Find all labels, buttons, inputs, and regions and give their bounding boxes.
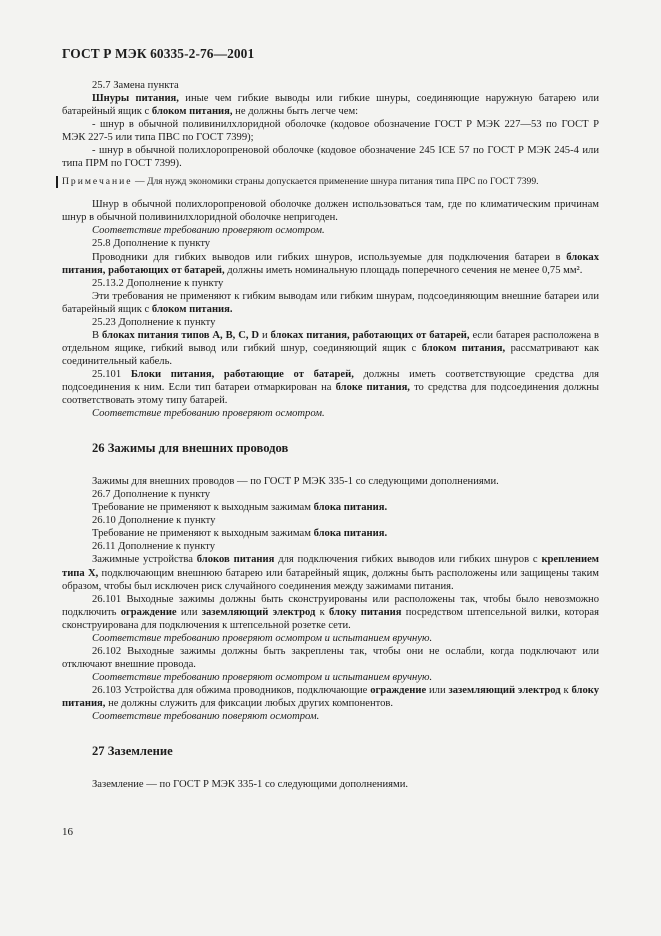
paragraph: В блоках питания типов А, В, С, D и блоках питания, работающих от батарей, если батарея расположена в отдельном ящике, гибкий вывод или гибкий шнур, соединяющий ящик с блоком питания, рассматривают как соединительный кабель.	[62, 329, 600, 367]
document-body	[62, 79, 599, 791]
list-item: - шнур в обычной поливинилхлоридной оболочке (кодовое обозначение ГОСТ Р МЭК 227—53 по ГОСТ Р МЭК 227-5 или типа ПВС по ГОСТ 7399);	[62, 119, 599, 144]
page-header: ГОСТ Р МЭК 60335-2-76—2001	[62, 46, 255, 61]
compliance-check: Соответствие требованию проверяют осмотром и испытанием вручную.	[92, 632, 433, 644]
clause-title: 26.10 Дополнение к пункту	[92, 515, 216, 527]
paragraph: 26.102 Выходные зажимы должны быть закреплены так, чтобы они не ослабли, когда подключают или отключают внешние провода.	[62, 645, 599, 670]
clause-title: 25.7 Замена пункта	[92, 80, 179, 91]
page-number: 16	[62, 826, 73, 838]
paragraph: Требование не применяют к выходным зажимам блока питания.	[92, 502, 388, 514]
clause-title: 26.7 Дополнение к пункту	[92, 489, 211, 501]
paragraph: Зажимные устройства блоков питания для подключения гибких выводов или гибких шнуров с креплением типа X, подключающим внешнюю батарею или батарейный ящик, должны быть расположены или защищены таким образом, чтобы был исключен риск случайного соединения между зажимами питания.	[62, 554, 600, 592]
clause-title: 25.23 Дополнение к пункту	[92, 316, 216, 328]
paragraph: 25.101 Блоки питания, работающие от батарей, должны иметь соответствующие средства для подсоединения к ним. Если тип батареи отмаркирован на блоке питания, то средства для подсоединения должны соответствовать этому типу батарей.	[62, 368, 600, 407]
paragraph: Проводники для гибких выводов или гибких шнуров, используемые для подключения батареи в блоках питания, работающих от батарей, должны иметь номинальную площадь поперечного сечения не менее 0,75 мм².	[62, 251, 599, 276]
clause-title: 25.8 Дополнение к пункту	[92, 238, 211, 250]
paragraph: Эти требования не применяют к гибким выводам или гибким шнурам, подсоединяющим внешние батареи или батарейный ящик с блоком питания.	[62, 290, 599, 315]
compliance-check: Соответствие требованию проверяют осмотром и испытанием вручную.	[92, 671, 433, 683]
paragraph: Шнур в обычной полихлоропреновой оболочке должен использоваться там, где по климатическим причинам шнур в обычной поливинилхлоридной оболочке непригоден.	[62, 199, 599, 224]
list-item: - шнур в обычной полихлоропреновой оболочке (кодовое обозначение 245 ICE 57 по ГОСТ Р МЭК 245-4 или типа ПРМ по ГОСТ 7399).	[62, 145, 599, 170]
paragraph: Заземление — по ГОСТ Р МЭК 335-1 со следующими дополнениями.	[92, 779, 409, 791]
note: Примечание — Для нужд экономики страны допускается применение шнура питания типа ПРС по ГОСТ 7399.	[56, 176, 599, 188]
paragraph: Требование не применяют к выходным зажимам блока питания.	[92, 528, 388, 540]
compliance-check: Соответствие требованию проверяют осмотром.	[92, 408, 325, 420]
compliance-check: Соответствие требованию поверяют осмотром.	[92, 711, 320, 723]
paragraph: Зажимы для внешних проводов — по ГОСТ Р МЭК 335-1 со следующими дополнениями.	[92, 476, 499, 488]
paragraph: 26.101 Выходные зажимы должны быть сконструированы или расположены так, чтобы было невозможно подключить ограждение или заземляющий электрод к блоку питания посредством штепсельной вилки, которая сконструирована для подключения к штепсельной розетке сети.	[62, 593, 599, 631]
section-heading: 27 Заземление	[92, 744, 173, 759]
clause-title: 25.13.2 Дополнение к пункту	[92, 277, 224, 289]
clause-title: 26.11 Дополнение к пункту	[92, 541, 216, 553]
compliance-check: Соответствие требованию проверяют осмотром.	[92, 225, 325, 237]
paragraph: Шнуры питания, иные чем гибкие выводы или гибкие шнуры, соединяющие наружную батарею или батарейный ящик с блоком питания, не должны быть легче чем:	[62, 93, 599, 118]
section-heading: 26 Зажимы для внешних проводов	[92, 441, 289, 456]
paragraph: 26.103 Устройства для обжима проводников, подключающие ограждение или заземляющий электрод к блоку питания, не должны служить для фиксации любых других компонентов.	[62, 684, 599, 709]
